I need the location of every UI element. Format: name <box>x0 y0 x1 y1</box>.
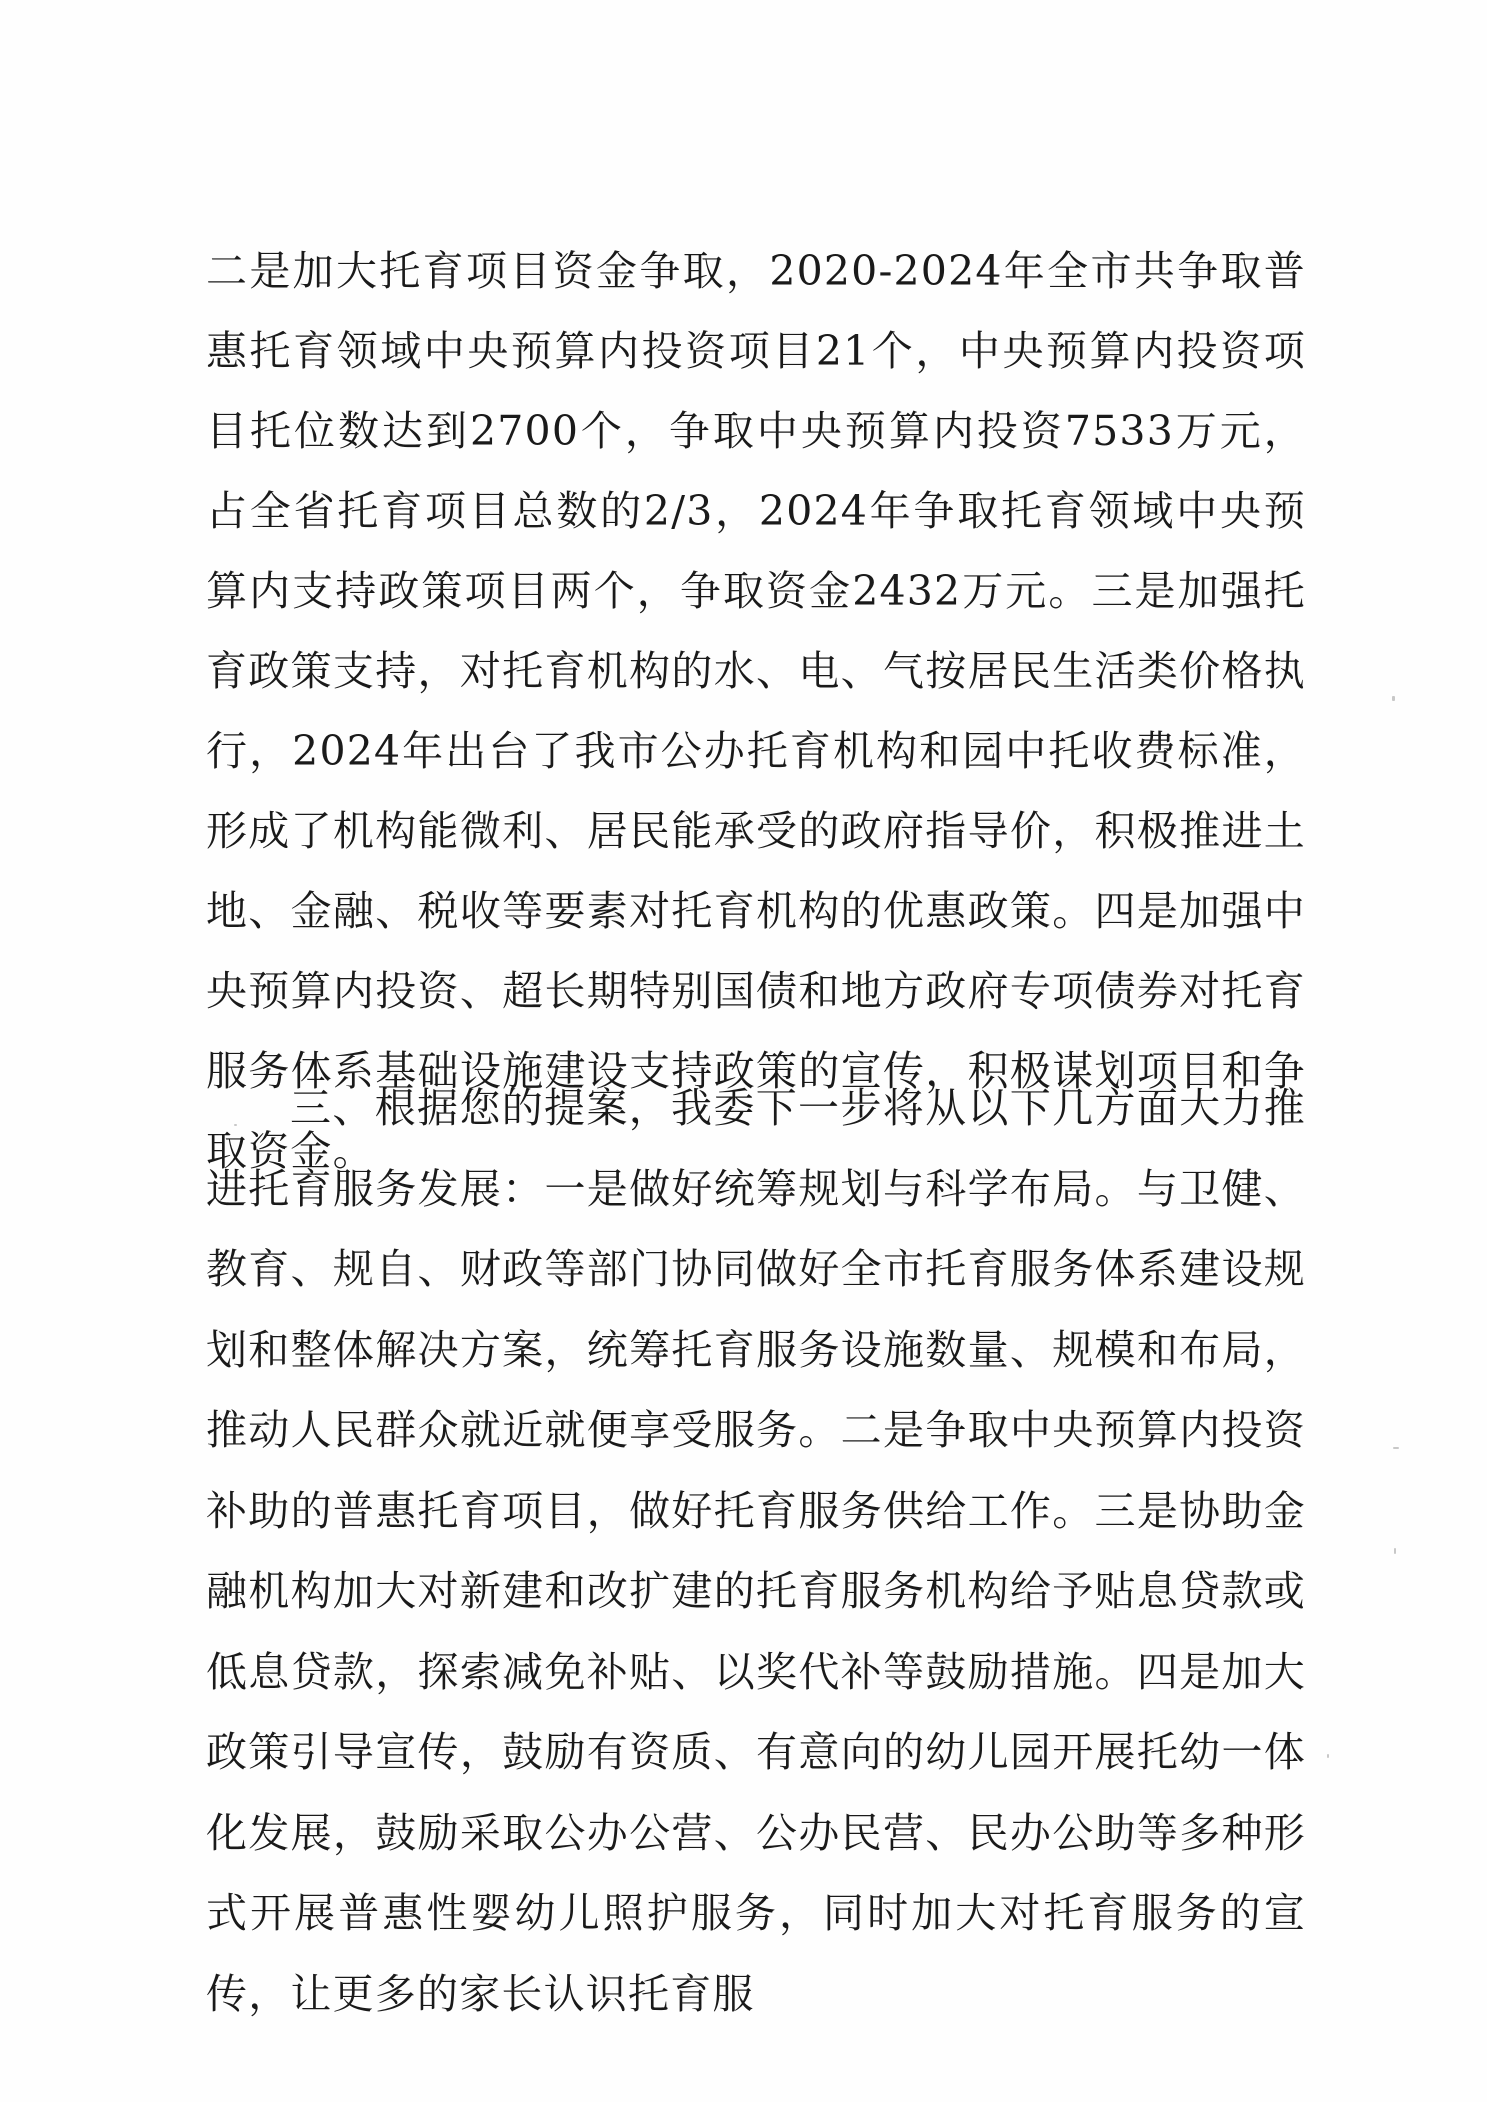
scan-speck <box>234 1124 237 1126</box>
paragraph-continued: 二是加大托育项目资金争取，2020-2024年全市共争取普惠托育领域中央预算内投资项目21个，中央预算内投资项目托位数达到2700个，争取中央预算内投资7533万元，占全省托育项目总数的2/3，2024年争取托育领域中央预算内支持政策项目两个，争取资金2432万元。三是加强托育政策支持，对托育机构的水、电、气按居民生活类价格执行，2024年出台了我市公办托育机构和园中托收费标准，形成了机构能微利、居民能承受的政府指导价，积极推进土地、金融、税收等要素对托育机构的优惠政策。四是加强中央预算内投资、超长期特别国债和地方政府专项债券对托育服务体系基础设施建设支持政策的宣传，积极谋划项目和争取资金。 <box>206 247 1306 1175</box>
paragraph-three: 三、根据您的提案，我委下一步将从以下几方面大力推进托育服务发展：一是做好统筹规划与科学布局。与卫健、教育、规自、财政等部门协同做好全市托育服务体系建设规划和整体解决方案，统筹托育服务设施数量、规模和布局，推动人民群众就近就便享受服务。二是争取中央预算内投资补助的普惠托育项目，做好托育服务供给工作。三是协助金融机构加大对新建和改扩建的托育服务机构给予贴息贷款或低息贷款，探索减免补贴、以奖代补等鼓励措施。四是加大政策引导宣传，鼓励有资质、有意向的幼儿园开展托幼一体化发展，鼓励采取公办公营、公办民营、民办公助等多种形式开展普惠性婴幼儿照护服务，同时加大对托育服务的宣传，让更多的家长认识托育服 <box>206 1084 1306 2018</box>
scan-speck <box>1393 1447 1399 1449</box>
scan-speck <box>1392 696 1395 701</box>
scan-speck <box>1394 1548 1396 1554</box>
scan-speck <box>1327 1754 1329 1758</box>
